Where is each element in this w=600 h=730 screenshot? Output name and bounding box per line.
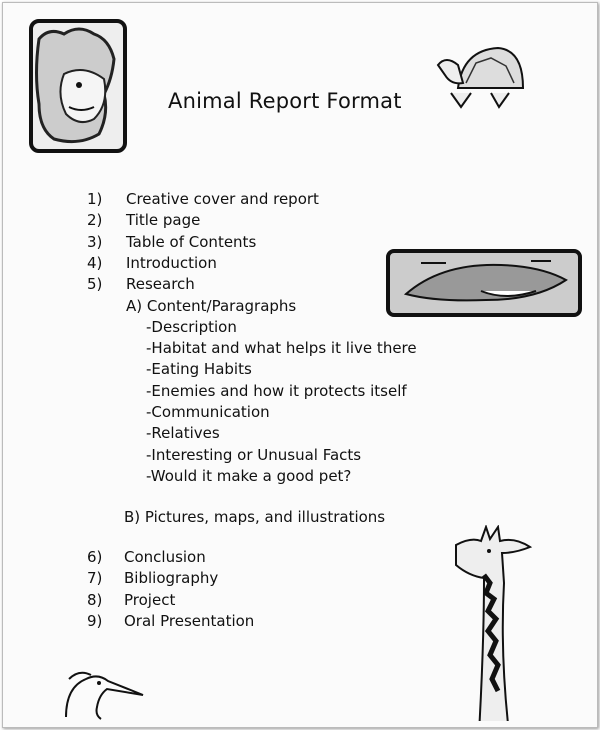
research-subitem: -Would it make a good pet?	[146, 466, 352, 485]
list-number: 2)	[87, 211, 103, 230]
list-number: 7)	[87, 569, 103, 588]
turtle-clipart	[436, 43, 526, 109]
list-number: 3)	[87, 232, 103, 251]
research-subsection-a: A) Content/Paragraphs	[126, 296, 297, 315]
list-number: 1)	[87, 190, 103, 208]
heron-clipart	[61, 667, 145, 721]
list-item: Research	[126, 275, 195, 294]
list-number: 4)	[87, 253, 103, 272]
page-title: Animal Report Format	[168, 89, 402, 113]
lion-clipart	[29, 19, 127, 153]
research-subitem: -Description	[146, 317, 237, 336]
list-number: 6)	[87, 548, 103, 566]
list-item: Oral Presentation	[124, 611, 255, 630]
list-item: Project	[124, 590, 176, 609]
list-number: 5)	[87, 275, 103, 294]
list-item: Creative cover and report	[126, 190, 319, 208]
research-subitem: -Enemies and how it protects itself	[146, 381, 407, 400]
research-subitem: -Interesting or Unusual Facts	[146, 445, 362, 464]
list-number: 8)	[87, 590, 103, 609]
research-subitem: -Communication	[146, 403, 270, 421]
research-subsection-b: B) Pictures, maps, and illustrations	[124, 508, 386, 526]
list-item: Introduction	[126, 253, 217, 272]
list-number: 9)	[87, 611, 103, 630]
research-subitem: -Relatives	[146, 424, 220, 443]
shark-clipart	[386, 249, 582, 317]
list-item: Conclusion	[124, 548, 206, 566]
list-item: Bibliography	[124, 569, 219, 588]
research-subitem: -Habitat and what helps it live there	[146, 339, 417, 358]
document-page	[2, 2, 598, 728]
list-item: Table of Contents	[126, 232, 257, 251]
list-item: Title page	[126, 211, 201, 230]
giraffe-clipart	[451, 525, 537, 721]
research-subitem: -Eating Habits	[146, 360, 252, 379]
